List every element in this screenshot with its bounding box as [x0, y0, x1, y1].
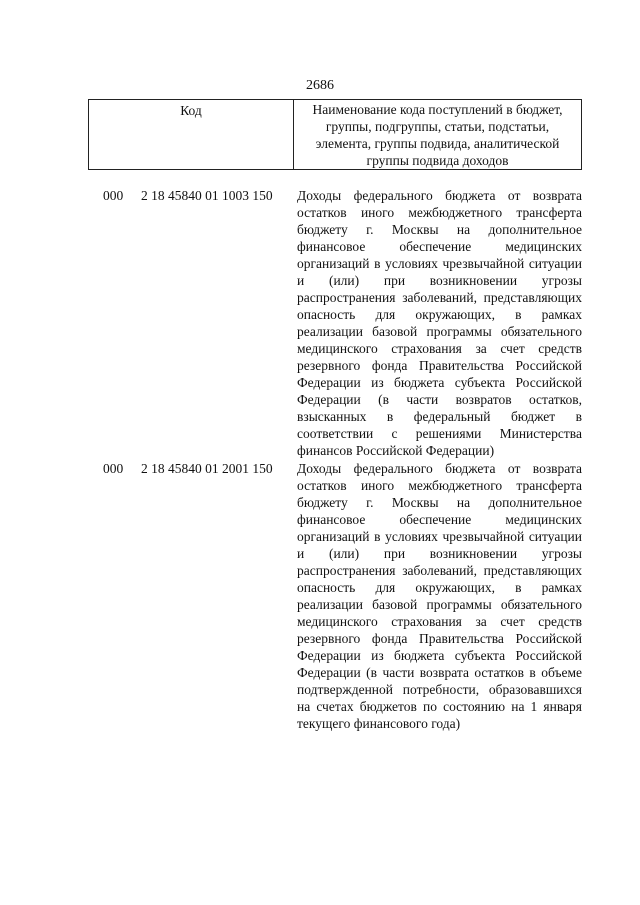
- name-column-header: Наименование кода поступлений в бюджет, группы, подгруппы, статьи, подстатьи, элемента, группы подвида, аналитической группы подвида доходов: [294, 100, 582, 170]
- revenue-code: 2 18 45840 01 1003 150: [141, 188, 273, 203]
- page-number: 2686: [306, 78, 334, 93]
- revenue-code-description: Доходы федерального бюджета от возврата остатков иного межбюджетного трансферта бюджету г. Москвы на дополнительное финансовое обеспечение медицинских организаций в условиях чрезвычайной ситуации и (или) при возникновении угрозы распространения заболеваний, представляющих опасность для окружающих, в рамках реализации базовой программы обязательного медицинского страхования за счет средств резервного фонда Правительства Российской Федерации из бюджета субъекта Российской Федерации (в части возврата остатков в объеме подтвержденной потребности, образовавшихся на счетах бюджетов по состоянию на 1 января текущего финансового года): [297, 461, 582, 731]
- revenue-code: 2 18 45840 01 2001 150: [141, 461, 273, 476]
- revenue-code-entry: [0, 460, 640, 732]
- column-header-table: [88, 99, 582, 170]
- revenue-code-list: [0, 187, 640, 732]
- admin-code: 000: [103, 188, 124, 203]
- admin-code: 000: [103, 461, 124, 476]
- code-column-header: Код: [89, 100, 294, 170]
- revenue-code-description: Доходы федерального бюджета от возврата остатков иного межбюджетного трансферта бюджету г. Москвы на дополнительное финансовое обеспечение медицинских организаций в условиях чрезвычайной ситуации и (или) при возникновении угрозы распространения заболеваний, представляющих опасность для окружающих, в рамках реализации базовой программы обязательного медицинского страхования за счет средств резервного фонда Правительства Российской Федерации из бюджета субъекта Российской Федерации (в части возвратов остатков, взысканных в федеральный бюджет в соответствии с решениями Министерства финансов Российской Федерации): [297, 188, 582, 458]
- revenue-code-entry: [0, 187, 640, 459]
